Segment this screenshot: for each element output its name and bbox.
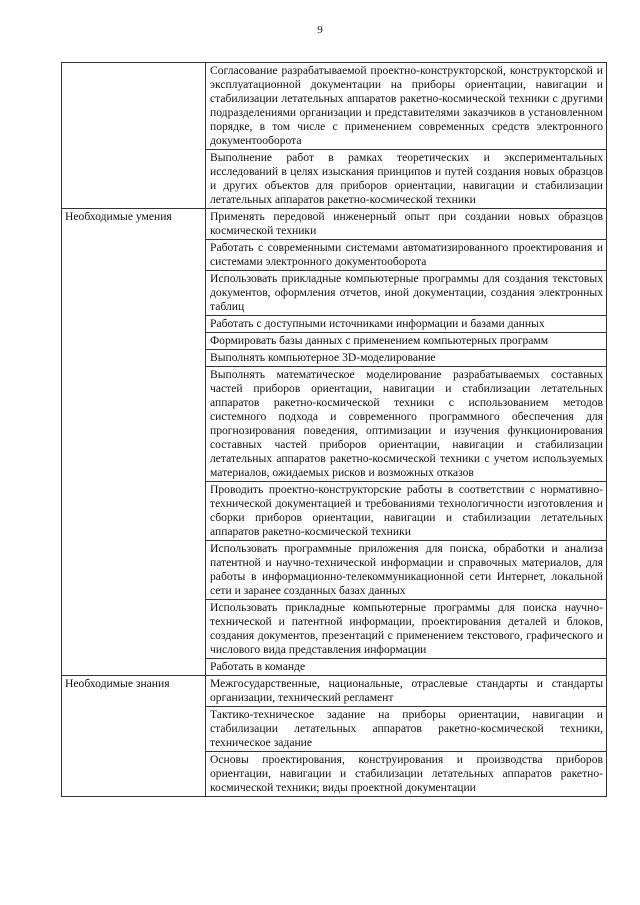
requirement-text: Межгосударственные, национальные, отраслевые стандарты и стандарты организации, технический регламент (206, 676, 607, 707)
requirement-text: Согласование разрабатываемой проектно-конструкторской, конструкторской и эксплуатационной документации на приборы ориентации, навигации и стабилизации летательных аппаратов ракетно-космической техники с другими подразделениями организации и представителями заказчиков в установленном порядке, в том числе с применением современных средств электронного документооборота (206, 63, 607, 150)
requirement-text: Применять передовой инженерный опыт при создании новых образцов космической техники (206, 209, 607, 240)
requirement-text: Выполнять математическое моделирование разрабатываемых составных частей приборов ориентации, навигации и стабилизации летательных аппаратов ракетно-космической техники с использованием методов системного подхода и современного программного обеспечения для прогнозирования поведения, оптимизации и изучения функционирования составных частей приборов ориентации, навигации и стабилизации летательных аппаратов ракетно-космической техники с учетом используемых материалов, ожидаемых рисков и возможных отказов (206, 367, 607, 482)
requirement-text: Тактико-техническое задание на приборы ориентации, навигации и стабилизации летательных аппаратов ракетно-космической техники, техническое задание (206, 707, 607, 752)
requirement-text: Проводить проектно-конструкторские работы в соответствии с нормативно-технической документацией и требованиями технологичности изготовления и сборки приборов ориентации, навигации и стабилизации летательных аппаратов ракетно-космической техники (206, 482, 607, 541)
section-label: Необходимые умения (62, 209, 206, 676)
requirement-text: Работать с доступными источниками информации и базами данных (206, 316, 607, 333)
requirement-text: Выполнение работ в рамках теоретических и экспериментальных исследований в целях изыскания принципов и путей создания новых образцов и других объектов для приборов ориентации, навигации и стабилизации летательных аппаратов ракетно-космической техники (206, 150, 607, 209)
table-row (62, 676, 607, 707)
requirement-text: Работать в команде (206, 659, 607, 676)
table-row (62, 63, 607, 150)
table-row (62, 209, 607, 240)
page-number: 9 (317, 24, 323, 36)
requirement-text: Использовать прикладные компьютерные программы для создания текстовых документов, оформления отчетов, иной документации, создания электронных таблиц (206, 271, 607, 316)
requirement-text: Формировать базы данных с применением компьютерных программ (206, 333, 607, 350)
requirement-text: Использовать программные приложения для поиска, обработки и анализа патентной и научно-технической информации и справочных материалов, для работы в информационно-телекоммуникационной сети Интернет, локальной сети и заранее созданных базах данных (206, 541, 607, 600)
requirement-text: Основы проектирования, конструирования и производства приборов ориентации, навигации и стабилизации летательных аппаратов ракетно-космической техники; виды проектной документации (206, 752, 607, 797)
competency-table (61, 62, 607, 797)
requirement-text: Использовать прикладные компьютерные программы для поиска научно-технической и патентной информации, проектирования деталей и блоков, создания документов, презентаций с применением текстового, графического и числового вида представления информации (206, 600, 607, 659)
requirement-text: Выполнять компьютерное 3D-моделирование (206, 350, 607, 367)
section-label: Необходимые знания (62, 676, 206, 797)
section-label (62, 63, 206, 209)
requirement-text: Работать с современными системами автоматизированного проектирования и системами электронного документооборота (206, 240, 607, 271)
